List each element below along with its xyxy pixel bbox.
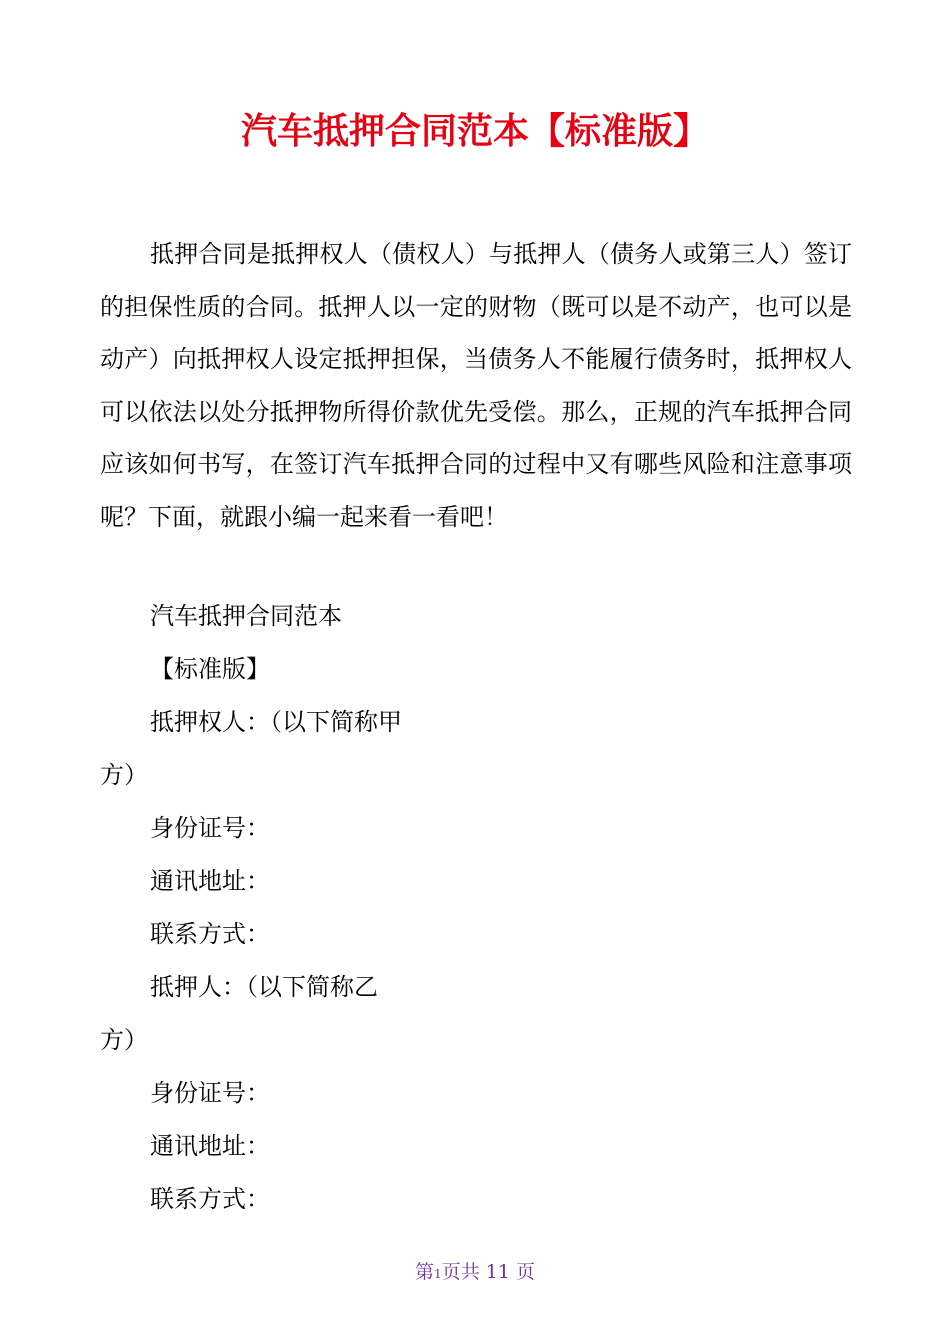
footer-page-number: 1 [434,1267,442,1281]
party-b-address-label: 通讯地址： [150,1132,270,1160]
party-a-label: 抵押权人：（以下简称甲 [150,708,402,736]
document-title: 汽车抵押合同范本【标准版】 [240,111,709,152]
edition-label: 【标准版】 [150,655,270,683]
party-b-label: 抵押人：（以下简称乙 [150,973,378,1001]
footer-suffix: 页共 11 页 [441,1261,535,1283]
page-footer [0,1259,950,1287]
intro-paragraph: 抵押合同是抵押权人（债权人）与抵押人（债务人或第三人）签订的担保性质的合同。抵押人以一定的财物（既可以是不动产，也可以是动产）向抵押权人设定抵押担保，当债务人不能履行债务时，抵押权人可以依法以处分抵押物所得价款优先受偿。那么，正规的汽车抵押合同应该如何书写，在签订汽车抵押合同的过程中又有哪些风险和注意事项呢？下面，就跟小编一起来看一看吧！ [100,240,852,531]
party-a-contact-label: 联系方式： [150,920,270,948]
party-b-contact-label: 联系方式： [150,1185,270,1213]
party-a-label-continued: 方） [100,761,148,789]
footer-prefix: 第 [415,1261,435,1283]
party-b-label-continued: 方） [100,1026,148,1054]
party-b-id-label: 身份证号： [150,1079,270,1107]
party-a-address-label: 通讯地址： [150,867,270,895]
party-a-id-label: 身份证号： [150,814,270,842]
contract-heading: 汽车抵押合同范本 [150,602,342,630]
